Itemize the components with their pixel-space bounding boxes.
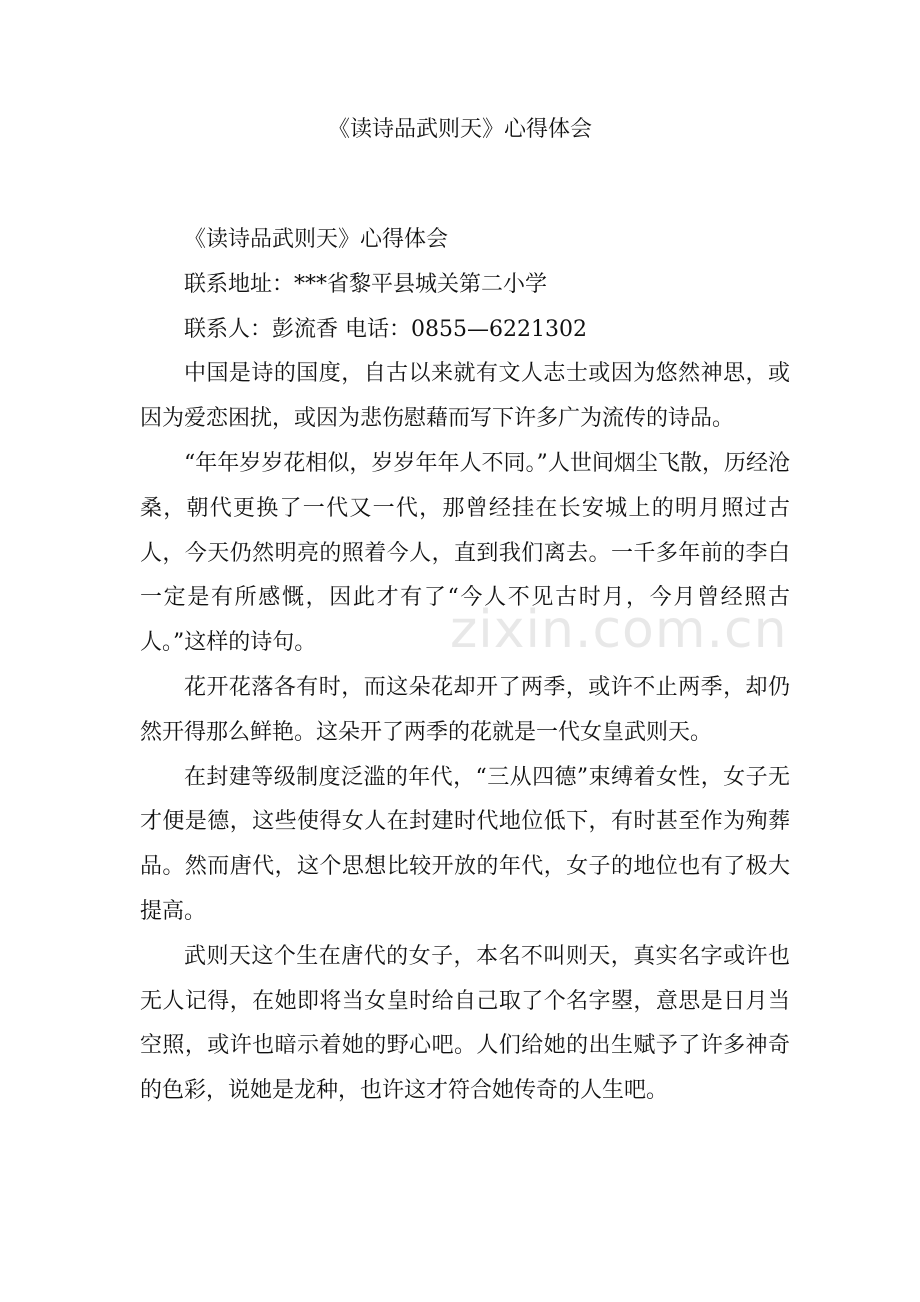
document-title: 《读诗品武则天》心得体会: [327, 117, 592, 142]
contact-person-phone: 联系人：彭流香 电话：0855—6221302: [184, 316, 587, 342]
paragraph: 武则天这个生在唐代的女子，本名不叫则天，真实名字或许也无人记得，在她即将当女皇时给自己取了个名字曌，意思是日月当空照，或许也暗示着她的野心吧。人们给她的出生赋予了许多神奇的色彩，说她是龙种，也许这才符合她传奇的人生吧。: [140, 943, 790, 1104]
watermark: zixin.com.cn: [450, 600, 788, 660]
paragraph: 在封建等级制度泛滥的年代，“三从四德”束缚着女性，女子无才便是德，这些使得女人在封建时代地位低下，有时甚至作为殉葬品。然而唐代，这个思想比较开放的年代，女子的地位也有了极大提高。: [140, 764, 790, 924]
contact-address: 联系地址：***省黎平县城关第二小学: [184, 271, 548, 297]
document-body: [140, 218, 790, 1114]
document-subtitle: 《读诗品武则天》心得体会: [184, 227, 449, 252]
paragraph: 中国是诗的国度，自古以来就有文人志士或因为悠然神思，或因为爱恋困扰，或因为悲伤慰藉而写下许多广为流传的诗品。: [140, 361, 790, 432]
paragraph: 花开花落各有时，而这朵花却开了两季，或许不止两季，却仍然开得那么鲜艳。这朵开了两季的花就是一代女皇武则天。: [140, 674, 790, 745]
paragraph: “年年岁岁花相似，岁岁年年人不同。”人世间烟尘飞散，历经沧桑，朝代更换了一代又一代，那曾经挂在长安城上的明月照过古人，今天仍然明亮的照着今人，直到我们离去。一千多年前的李白一定是有所感慨，因此才有了“今人不见古时月，今月曾经照古人。”这样的诗句。: [140, 450, 790, 656]
